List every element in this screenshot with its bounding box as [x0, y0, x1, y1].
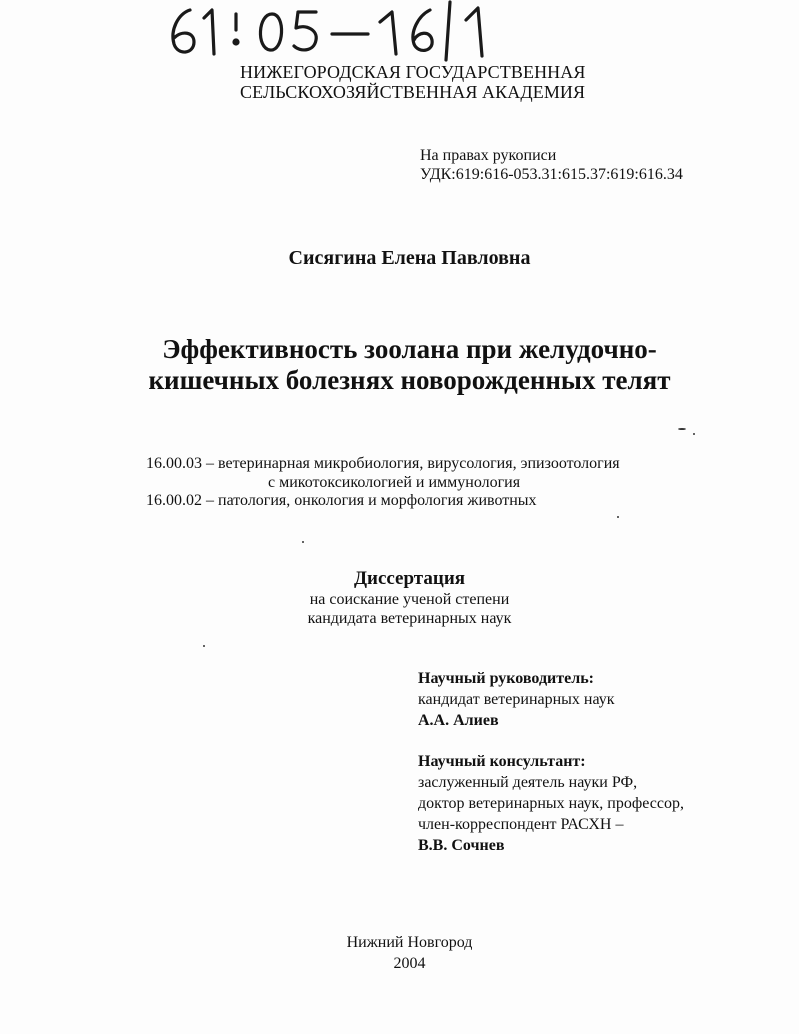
supervisor-block	[418, 668, 615, 731]
dissertation-line-1: на соискание ученой степени	[309, 591, 510, 608]
supervisor-heading: Научный руководитель:	[418, 670, 594, 687]
scan-speck	[203, 645, 205, 647]
consultant-block	[418, 751, 684, 856]
consultant-heading: Научный консультант:	[418, 753, 586, 770]
specialty-line-2: с микотоксикологией и иммунология	[268, 473, 521, 491]
scan-speck	[678, 428, 686, 430]
title-line-2: кишечных болезнях новорожденных телят	[148, 365, 671, 395]
scan-speck	[693, 433, 695, 435]
scan-speck	[617, 516, 619, 518]
dissertation-line-2: кандидата ветеринарных наук	[307, 610, 512, 627]
handwritten-number-drawing	[160, 0, 520, 62]
footer-block	[0, 932, 799, 974]
footer-city: Нижний Новгород	[346, 934, 473, 951]
author-name: Сисягина Елена Павловна	[288, 247, 531, 269]
title-line-1: Эффективность зоолана при желудочно-	[162, 334, 657, 364]
consultant-line-2: доктор ветеринарных наук, профессор,	[418, 795, 684, 812]
consultant-name: В.В. Сочнев	[418, 837, 505, 854]
consultant-line-3: член-корреспондент РАСХН –	[418, 816, 624, 833]
institution-line-1: НИЖЕГОРОДСКАЯ ГОСУДАРСТВЕННАЯ	[240, 62, 586, 82]
manuscript-rights: На правах рукописи	[420, 147, 557, 164]
supervisor-degree: кандидат ветеринарных наук	[418, 691, 615, 708]
dissertation-heading: Диссертация	[353, 568, 466, 589]
footer-year: 2004	[393, 955, 426, 972]
specialties-block	[146, 455, 686, 511]
specialty-line-3: 16.00.02 – патология, онкология и морфология животных	[146, 492, 537, 509]
manuscript-rights-block	[420, 146, 683, 184]
udk-code: УДК:619:616-053.31:615.37:619:616.34	[420, 166, 683, 183]
dissertation-block	[0, 568, 799, 628]
dissertation-title	[0, 334, 799, 396]
consultant-line-1: заслуженный деятель науки РФ,	[418, 774, 638, 791]
scan-speck	[302, 541, 304, 543]
specialty-line-1: 16.00.03 – ветеринарная микробиология, вирусология, эпизоотология	[146, 455, 620, 472]
supervisor-name: А.А. Алиев	[418, 712, 499, 729]
institution-name	[240, 62, 600, 102]
institution-line-2: СЕЛЬСКОХОЗЯЙСТВЕННАЯ АКАДЕМИЯ	[240, 82, 586, 102]
handwritten-number	[160, 0, 520, 62]
